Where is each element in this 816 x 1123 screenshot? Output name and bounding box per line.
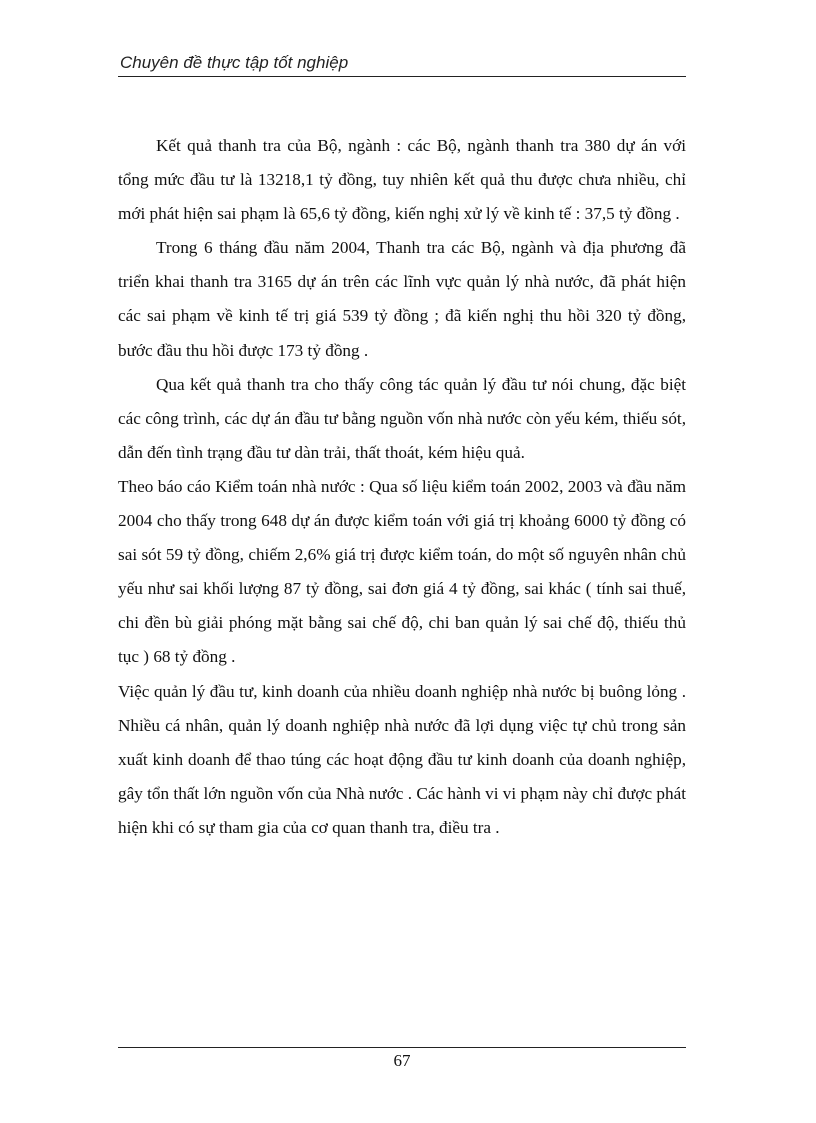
header-title: Chuyên đề thực tập tốt nghiệp	[120, 53, 349, 72]
page-number: 67	[393, 1051, 411, 1070]
paragraph-2004-inspection: Trong 6 tháng đầu năm 2004, Thanh tra các Bộ, ngành và địa phương đã triển khai thanh tra 3165 dự án trên các lĩnh vực quản lý nhà nước, đã phát hiện các sai phạm về kinh tế trị giá 539 tỷ đồng ; đã kiến nghị thu hồi 320 tỷ đồng, bước đầu thu hồi được 173 tỷ đồng .	[118, 238, 686, 360]
paragraph-state-audit: Theo báo cáo Kiểm toán nhà nước : Qua số liệu kiểm toán 2002, 2003 và đầu năm 2004 cho thấy trong 648 dự án được kiểm toán với giá trị khoảng 6000 tỷ đồng có sai sót 59 tỷ đồng, chiếm 2,6% giá trị được kiểm toán, do một số nguyên nhân chủ yếu như sai khối lượng 87 tỷ đồng, sai đơn giá 4 tỷ đồng, sai khác ( tính sai thuế, chi đền bù giải phóng mặt bằng sai chế độ, chi ban quản lý sai chế độ, thiếu thủ tục ) 68 tỷ đồng .	[118, 476, 686, 667]
footer-divider	[118, 1047, 686, 1048]
document-body	[118, 129, 686, 845]
paragraph-inspection-findings: Qua kết quả thanh tra cho thấy công tác quản lý đầu tư nói chung, đặc biệt các công trình, các dự án đầu tư bằng nguồn vốn nhà nước còn yếu kém, thiếu sót, dẫn đến tình trạng đầu tư dàn trải, thất thoát, kém hiệu quả.	[118, 374, 686, 462]
paragraph-ministry-inspection: Kết quả thanh tra của Bộ, ngành : các Bộ, ngành thanh tra 380 dự án với tổng mức đầu tư là 13218,1 tỷ đồng, tuy nhiên kết quả thu được chưa nhiều, chỉ mới phát hiện sai phạm là 65,6 tỷ đồng, kiến nghị xử lý về kinh tế : 37,5 tỷ đồng .	[118, 136, 686, 224]
page-header	[118, 50, 686, 77]
paragraph-enterprise-management: Việc quản lý đầu tư, kinh doanh của nhiều doanh nghiệp nhà nước bị buông lỏng . Nhiều cá nhân, quản lý doanh nghiệp nhà nước đã lợi dụng việc tự chủ trong sản xuất kinh doanh để thao túng các hoạt động đầu tư kinh doanh của doanh nghiệp, gây tổn thất lớn nguồn vốn của Nhà nước . Các hành vi vi phạm này chỉ được phát hiện khi có sự tham gia của cơ quan thanh tra, điều tra .	[118, 681, 686, 837]
